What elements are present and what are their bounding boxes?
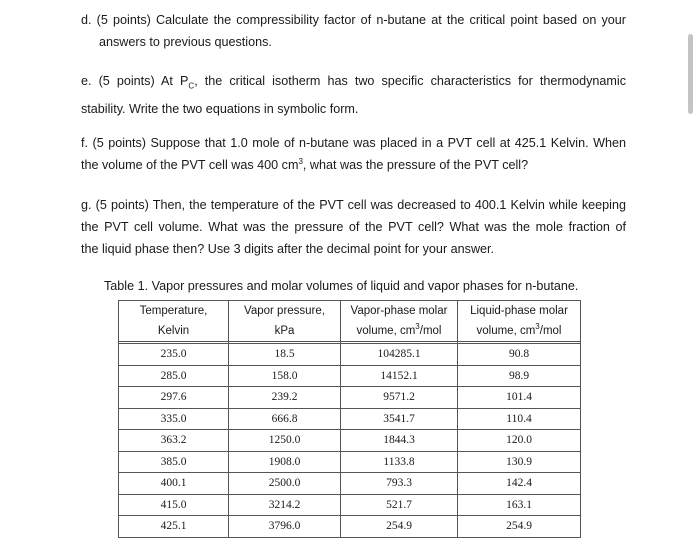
vapor-pressure-cell: 1250.0 xyxy=(229,430,341,452)
vapor-volume-cell: 1133.8 xyxy=(341,451,458,473)
temperature-cell: 400.1 xyxy=(119,473,229,495)
header-vapor-pressure: Vapor pressure, kPa xyxy=(229,301,341,342)
liquid-volume-cell: 101.4 xyxy=(458,387,581,409)
liquid-volume-cell: 110.4 xyxy=(458,408,581,430)
liquid-volume-cell: 90.8 xyxy=(458,344,581,366)
vapor-volume-cell: 521.7 xyxy=(341,494,458,516)
liquid-volume-cell: 142.4 xyxy=(458,473,581,495)
vapor-volume-cell: 254.9 xyxy=(341,516,458,538)
table-row xyxy=(119,430,581,452)
vapor-pressure-cell: 3214.2 xyxy=(229,494,341,516)
question-d xyxy=(81,9,626,53)
temperature-cell: 285.0 xyxy=(119,365,229,387)
table-row xyxy=(119,408,581,430)
table-body xyxy=(119,342,581,538)
liquid-volume-cell: 130.9 xyxy=(458,451,581,473)
vapor-pressure-cell: 2500.0 xyxy=(229,473,341,495)
vapor-volume-cell: 104285.1 xyxy=(341,344,458,366)
temperature-cell: 335.0 xyxy=(119,408,229,430)
vapor-volume-cell: 1844.3 xyxy=(341,430,458,452)
liquid-volume-cell: 98.9 xyxy=(458,365,581,387)
question-e xyxy=(81,70,626,120)
vapor-pressure-cell: 18.5 xyxy=(229,344,341,366)
header-liquid-phase-volume: Liquid-phase molar volume, $cm^3$/mol xyxy=(458,301,581,342)
question-g-line-3: the liquid phase then? Use 3 digits after the decimal point for your answer. xyxy=(81,242,495,256)
liquid-volume-cell: 120.0 xyxy=(458,430,581,452)
vapor-pressure-cell: 239.2 xyxy=(229,387,341,409)
question-f-line-1: f. (5 points) Suppose that 1.0 mole of n-butane was placed in a PVT cell at 425.1 Kelvin. When xyxy=(81,136,626,150)
vapor-pressure-cell: 666.8 xyxy=(229,408,341,430)
vapor-pressure-cell: 1908.0 xyxy=(229,451,341,473)
question-d-line-2: answers to previous questions. xyxy=(99,35,272,49)
table-row xyxy=(119,494,581,516)
vapor-pressure-cell: 158.0 xyxy=(229,365,341,387)
question-e-line-1: e. (5 points) At $P_C$, the critical isotherm has two specific characteristics for thermodynamic xyxy=(81,74,626,91)
question-g-line-2: the PVT cell volume. What was the pressure of the PVT cell? What was the mole fraction of xyxy=(81,220,626,234)
vapor-volume-cell: 14152.1 xyxy=(341,365,458,387)
vapor-volume-cell: 9571.2 xyxy=(341,387,458,409)
liquid-volume-cell: 254.9 xyxy=(458,516,581,538)
header-temperature: Temperature, Kelvin xyxy=(119,301,229,342)
header-vapor-phase-volume: Vapor-phase molar volume, $cm^3$/mol xyxy=(341,301,458,342)
temperature-cell: 385.0 xyxy=(119,451,229,473)
temperature-cell: 425.1 xyxy=(119,516,229,538)
table-row xyxy=(119,451,581,473)
vapor-pressure-cell: 3796.0 xyxy=(229,516,341,538)
table-header-row xyxy=(119,301,581,342)
subscript-c: C xyxy=(188,81,195,91)
question-d-line-1: d. (5 points) Calculate the compressibility factor of n-butane at the critical point based on your xyxy=(81,13,626,27)
table-row xyxy=(119,387,581,409)
table-row xyxy=(119,365,581,387)
question-g-line-1: g. (5 points) Then, the temperature of the PVT cell was decreased to 400.1 Kelvin while keeping xyxy=(81,198,626,212)
table-row xyxy=(119,516,581,538)
question-g xyxy=(81,194,626,260)
temperature-cell: 363.2 xyxy=(119,430,229,452)
vapor-volume-cell: 3541.7 xyxy=(341,408,458,430)
table-caption: Table 1. Vapor pressures and molar volumes of liquid and vapor phases for n-butane. xyxy=(104,279,579,293)
temperature-cell: 235.0 xyxy=(119,344,229,366)
temperature-cell: 297.6 xyxy=(119,387,229,409)
question-e-line-2: stability. Write the two equations in symbolic form. xyxy=(81,101,359,116)
table-row xyxy=(119,473,581,495)
question-f xyxy=(81,132,626,176)
liquid-volume-cell: 163.1 xyxy=(458,494,581,516)
temperature-cell: 415.0 xyxy=(119,494,229,516)
vapor-volume-cell: 793.3 xyxy=(341,473,458,495)
vertical-scrollbar[interactable] xyxy=(688,34,693,114)
table-row xyxy=(119,344,581,366)
vapor-pressure-table xyxy=(118,300,581,538)
question-f-line-2: the volume of the PVT cell was 400 $cm^3$, what was the pressure of the PVT cell? xyxy=(81,156,529,172)
